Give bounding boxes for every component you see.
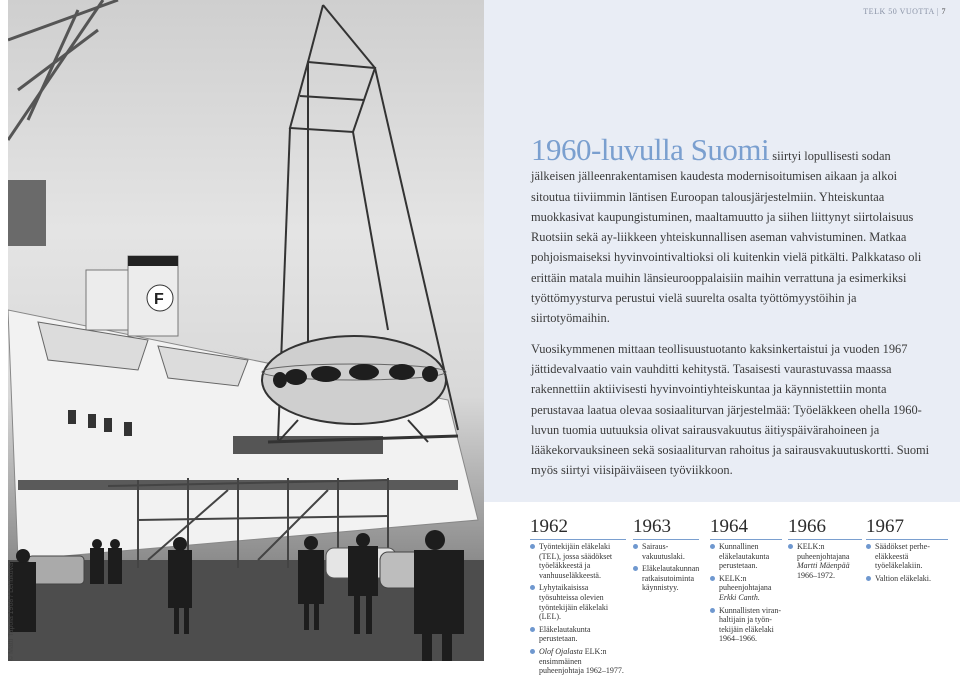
article-paragraph-1 (531, 132, 931, 329)
timeline-list (530, 542, 626, 676)
timeline-year: 1967 (866, 516, 904, 537)
timeline-column-1964 (710, 515, 782, 647)
timeline-column-1966 (788, 515, 862, 583)
timeline-item-text: KELK:n puheenjohtajana (797, 542, 850, 561)
running-head-label: TELK 50 VUOTTA (863, 7, 935, 16)
timeline-rule (866, 539, 948, 540)
crane-cabin (8, 180, 46, 246)
timeline-item: Työntekijäin eläkelaki (TEL), jossa säädökset työeläkkeestä ja vanhuuseläkkeestä. (530, 542, 626, 580)
timeline-year: 1966 (788, 516, 826, 537)
timeline-item (788, 542, 862, 580)
timeline-year: 1964 (710, 516, 748, 537)
timeline-list (710, 542, 782, 644)
timeline-rule (530, 539, 626, 540)
article-body (531, 132, 931, 491)
article-paragraph-2: Vuosikymmenen mittaan teollisuustuotanto kaksinkertaistui ja vuoden 1967 jättidevalvaatio vain vauhditti kehitystä. Tasaisesti vaurastuvassa maassa rakennettiin aktiivisesti hyvinvointiyhteiskuntaa ja käynnistettiin monta perustavaa laatua olevaa sosiaaliturvan järjestelmää: Työeläkkeen ohella 1960-luvun tuomia uutuuksia olivat sairausvakuutus äitiyspäivärahoineen ja lääkekorvauksineen sekä sosiaaliturvan rahoitus ja sairausvakuutuskortti. Suomi myös siirtyi viisipäiväiseen työviikkoon. (531, 341, 930, 478)
timeline-item: Kunnallinen eläkelautakunta perustetaan. (710, 542, 782, 571)
page-number: 7 (941, 7, 946, 16)
timeline-item: Eläkelautakunta perustetaan. (530, 625, 626, 644)
timeline-column-1963 (633, 515, 699, 596)
timeline-item: Kunnallisten viranhaltijain ja työntekijäin eläkelaki 1964–1966. (710, 606, 782, 644)
timeline-list (866, 542, 948, 583)
timeline-rule (633, 539, 699, 540)
timeline-item (530, 647, 626, 676)
timeline-year: 1962 (530, 516, 568, 537)
harbor-crane (8, 0, 118, 140)
timeline-item: Lyhytaikaisissa työsuhteissa olevien työntekijäin eläkelaki (LEL). (530, 583, 626, 621)
timeline-list (788, 542, 862, 580)
photo-illustration (8, 0, 484, 661)
timeline-year: 1963 (633, 516, 671, 537)
ship-funnel-1 (86, 270, 128, 330)
archive-photo (8, 0, 484, 661)
timeline-column-1962 (530, 515, 626, 679)
timeline-item: Eläkelautakunnan ratkaisutoiminta käynnistyy. (633, 564, 699, 593)
person-name: Erkki Canth. (719, 592, 760, 602)
timeline-list (633, 542, 699, 593)
timeline-item: Valtion eläkelaki. (866, 574, 948, 584)
running-head (863, 7, 946, 16)
person-name: Martti Mäenpää (797, 561, 850, 571)
timeline-column-1967 (866, 515, 948, 586)
ship-logo: F (154, 291, 164, 308)
timeline-item-text: 1966–1972. (797, 570, 835, 580)
running-head-separator: | (936, 7, 942, 16)
timeline-item-text: KELK:n puheenjohtajana (719, 573, 772, 593)
timeline-rule (788, 539, 862, 540)
photo-credit: © Matti Tapola 1968 / Lehtikuva (8, 562, 15, 661)
text-panel (484, 0, 960, 502)
article-title: 1960-luvulla Suomi (531, 132, 770, 167)
article-paragraph-1-text: siirtyi lopullisesti sodan jälkeisen jälleenrakentamisen kaudesta modernisoitumisen aikaan ja alkoi sitoutua tiiviimmin läntisen Euroopan talousjärjestelmiin. Yhteiskuntaa muokkasivat kaupungistuminen, maaltamuutto ja siihen liittynyt siirtolaisuus Ruotsiin sekä ay-liikkeen yhteiskunnallisen aseman vahvistuminen. Matkaa pohjoismaiseksi hyvinvointivaltioksi oli kuitenkin vielä pitkälti. Palkkataso oli erittäin matala muihin länsieurooppalaisiin maihin verrattuna ja esimerkiksi työttömyysturva perustui vielä suurelta osalta työttömyystöihin ja siirtotyömaihin. (531, 149, 922, 326)
timeline-item (710, 574, 782, 603)
person-name: Olof Ojalasta (539, 646, 583, 656)
timeline-item: Sairausvakuutuslaki. (633, 542, 699, 561)
timeline-item-text: ELK:n ensimmäinen puheenjohtaja 1962–1977. (539, 646, 624, 676)
timeline (530, 515, 950, 676)
timeline-rule (710, 539, 782, 540)
timeline-item: Säädökset perhe-eläkkeestä työeläkelakiin. (866, 542, 948, 571)
